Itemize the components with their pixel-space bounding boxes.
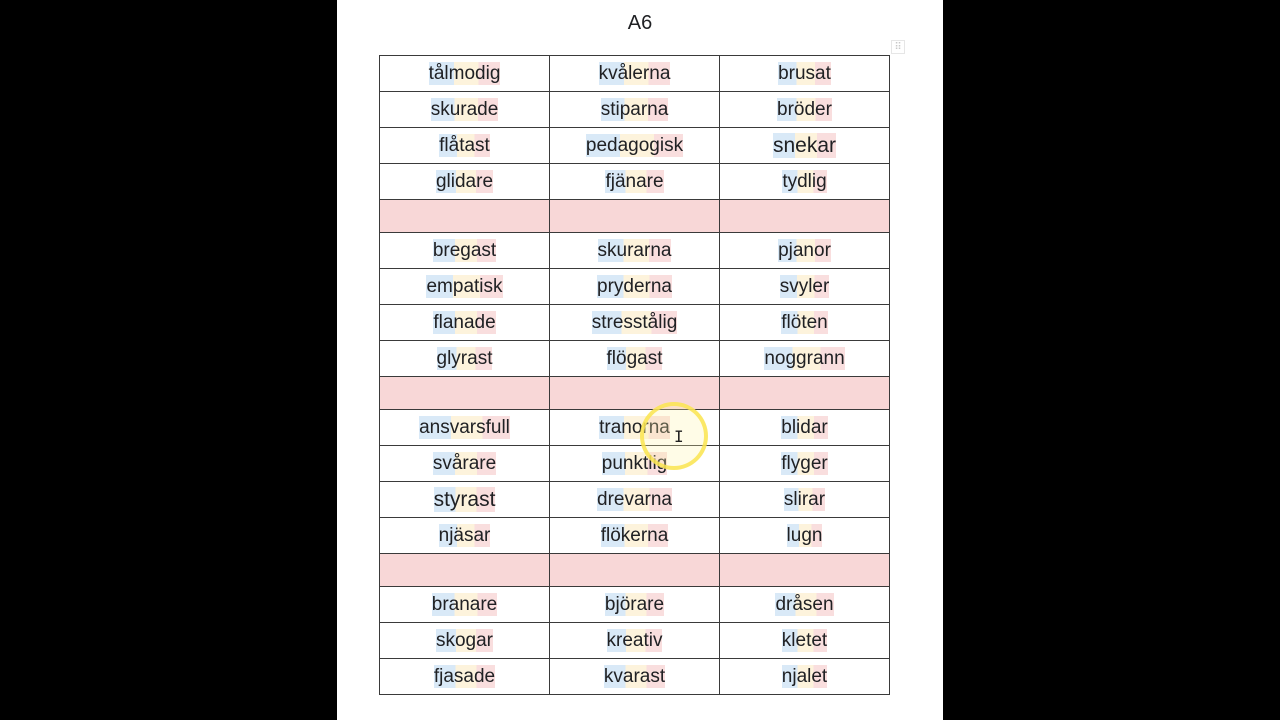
table-cell[interactable] <box>380 623 550 659</box>
table-row <box>380 92 890 128</box>
word-text: dråsen <box>775 593 834 615</box>
table-cell[interactable] <box>550 164 720 200</box>
spacer-row <box>380 377 890 410</box>
table-row <box>380 446 890 482</box>
table-cell[interactable] <box>380 377 550 410</box>
word-text: lugn <box>786 524 823 546</box>
table-cell[interactable] <box>550 56 720 92</box>
table-row <box>380 128 890 164</box>
table-cell[interactable] <box>720 446 890 482</box>
word-text: blidar <box>781 416 828 438</box>
word-text: pedagogisk <box>585 134 684 156</box>
table-cell[interactable] <box>720 341 890 377</box>
table-cell[interactable] <box>720 269 890 305</box>
table-cell[interactable] <box>720 56 890 92</box>
word-text: punktlig <box>601 452 668 474</box>
table-cell[interactable] <box>550 128 720 164</box>
table-cell[interactable] <box>380 482 550 518</box>
table-cell[interactable] <box>380 518 550 554</box>
table-cell[interactable] <box>550 587 720 623</box>
word-text: flökerna <box>600 524 669 546</box>
word-text: njäsar <box>438 524 491 546</box>
table-cell[interactable] <box>380 200 550 233</box>
word-text: styrast <box>433 487 496 511</box>
table-cell[interactable] <box>380 128 550 164</box>
table-row <box>380 305 890 341</box>
word-text: ansvarsfull <box>419 416 510 438</box>
word-text: glyrast <box>436 347 493 369</box>
table-row <box>380 56 890 92</box>
table-cell[interactable] <box>380 554 550 587</box>
table-cell[interactable] <box>380 269 550 305</box>
word-text: skurade <box>430 98 499 120</box>
table-cell[interactable] <box>550 200 720 233</box>
table-row <box>380 341 890 377</box>
word-text: kvålerna <box>598 62 671 84</box>
table-cell[interactable] <box>720 482 890 518</box>
word-text: kvarast <box>603 665 666 687</box>
table-cell[interactable] <box>380 164 550 200</box>
table-cell[interactable] <box>380 233 550 269</box>
table-cell[interactable] <box>550 518 720 554</box>
word-text: björare <box>604 593 665 615</box>
word-text: slirar <box>783 488 826 510</box>
word-text: pryderna <box>597 275 672 297</box>
table-cell[interactable] <box>550 341 720 377</box>
word-text: skurarna <box>597 239 672 261</box>
word-text: stiparna <box>600 98 669 120</box>
word-text: brusat <box>778 62 831 84</box>
table-cell[interactable] <box>720 92 890 128</box>
table-row <box>380 482 890 518</box>
word-text: stresstålig <box>591 311 678 333</box>
table-cell[interactable] <box>380 446 550 482</box>
spacer-row <box>380 554 890 587</box>
table-row <box>380 269 890 305</box>
table-cell[interactable] <box>380 305 550 341</box>
table-cell[interactable] <box>550 410 720 446</box>
table-cell[interactable] <box>380 56 550 92</box>
spacer-row <box>380 200 890 233</box>
table-row <box>380 587 890 623</box>
table-cell[interactable] <box>720 587 890 623</box>
table-cell[interactable] <box>720 233 890 269</box>
table-cell[interactable] <box>550 482 720 518</box>
table-cell[interactable] <box>380 341 550 377</box>
word-text: tydlig <box>782 170 827 192</box>
word-text: flåtast <box>439 134 490 156</box>
word-text: svårare <box>432 452 497 474</box>
table-row <box>380 518 890 554</box>
word-text: snekar <box>772 133 837 157</box>
word-text: skogar <box>435 629 494 651</box>
table-cell[interactable] <box>720 164 890 200</box>
table-row <box>380 164 890 200</box>
table-cell[interactable] <box>550 623 720 659</box>
table-cell[interactable] <box>550 305 720 341</box>
table-cell[interactable] <box>720 128 890 164</box>
word-text: fjänare <box>605 170 664 192</box>
word-text: pjanor <box>778 239 831 261</box>
table-cell[interactable] <box>720 305 890 341</box>
table-cell[interactable] <box>720 410 890 446</box>
table-cell[interactable] <box>720 623 890 659</box>
table-cell[interactable] <box>550 659 720 695</box>
move-handle-icon[interactable]: ⠿ <box>891 40 905 54</box>
table-cell[interactable] <box>720 200 890 233</box>
table-cell[interactable] <box>380 659 550 695</box>
word-table <box>379 55 890 695</box>
table-cell[interactable] <box>720 554 890 587</box>
table-row <box>380 233 890 269</box>
table-cell[interactable] <box>380 92 550 128</box>
table-cell[interactable] <box>720 659 890 695</box>
word-text: njalet <box>781 665 828 687</box>
word-text: tålmodig <box>428 62 501 84</box>
word-text: branare <box>431 593 498 615</box>
table-cell[interactable] <box>380 587 550 623</box>
table-row <box>380 623 890 659</box>
table-cell[interactable] <box>550 233 720 269</box>
table-row <box>380 659 890 695</box>
text-cursor-icon: I <box>674 427 684 446</box>
word-text: bregast <box>432 239 497 261</box>
word-text: glidare <box>435 170 494 192</box>
word-text: flyger <box>781 452 828 474</box>
word-text: flöten <box>781 311 828 333</box>
word-text: flögast <box>606 347 663 369</box>
word-text: drevarna <box>597 488 672 510</box>
table-cell[interactable] <box>550 269 720 305</box>
word-text: noggrann <box>764 347 845 369</box>
table-row <box>380 410 890 446</box>
document-title: A6 <box>627 12 653 34</box>
table-cell[interactable] <box>720 377 890 410</box>
word-text: flanade <box>433 311 496 333</box>
word-text: kreativ <box>606 629 663 651</box>
table-cell[interactable] <box>550 92 720 128</box>
word-text: tranorna <box>599 416 670 438</box>
word-text: kletet <box>781 629 828 651</box>
word-text: bröder <box>777 98 832 120</box>
table-cell[interactable] <box>720 518 890 554</box>
word-text: empatisk <box>426 275 503 297</box>
table-cell[interactable] <box>550 554 720 587</box>
table-cell[interactable] <box>550 446 720 482</box>
word-text: fjasade <box>433 665 496 687</box>
document-page <box>337 0 943 720</box>
table-cell[interactable] <box>380 410 550 446</box>
word-text: svyler <box>779 275 830 297</box>
table-cell[interactable] <box>550 377 720 410</box>
